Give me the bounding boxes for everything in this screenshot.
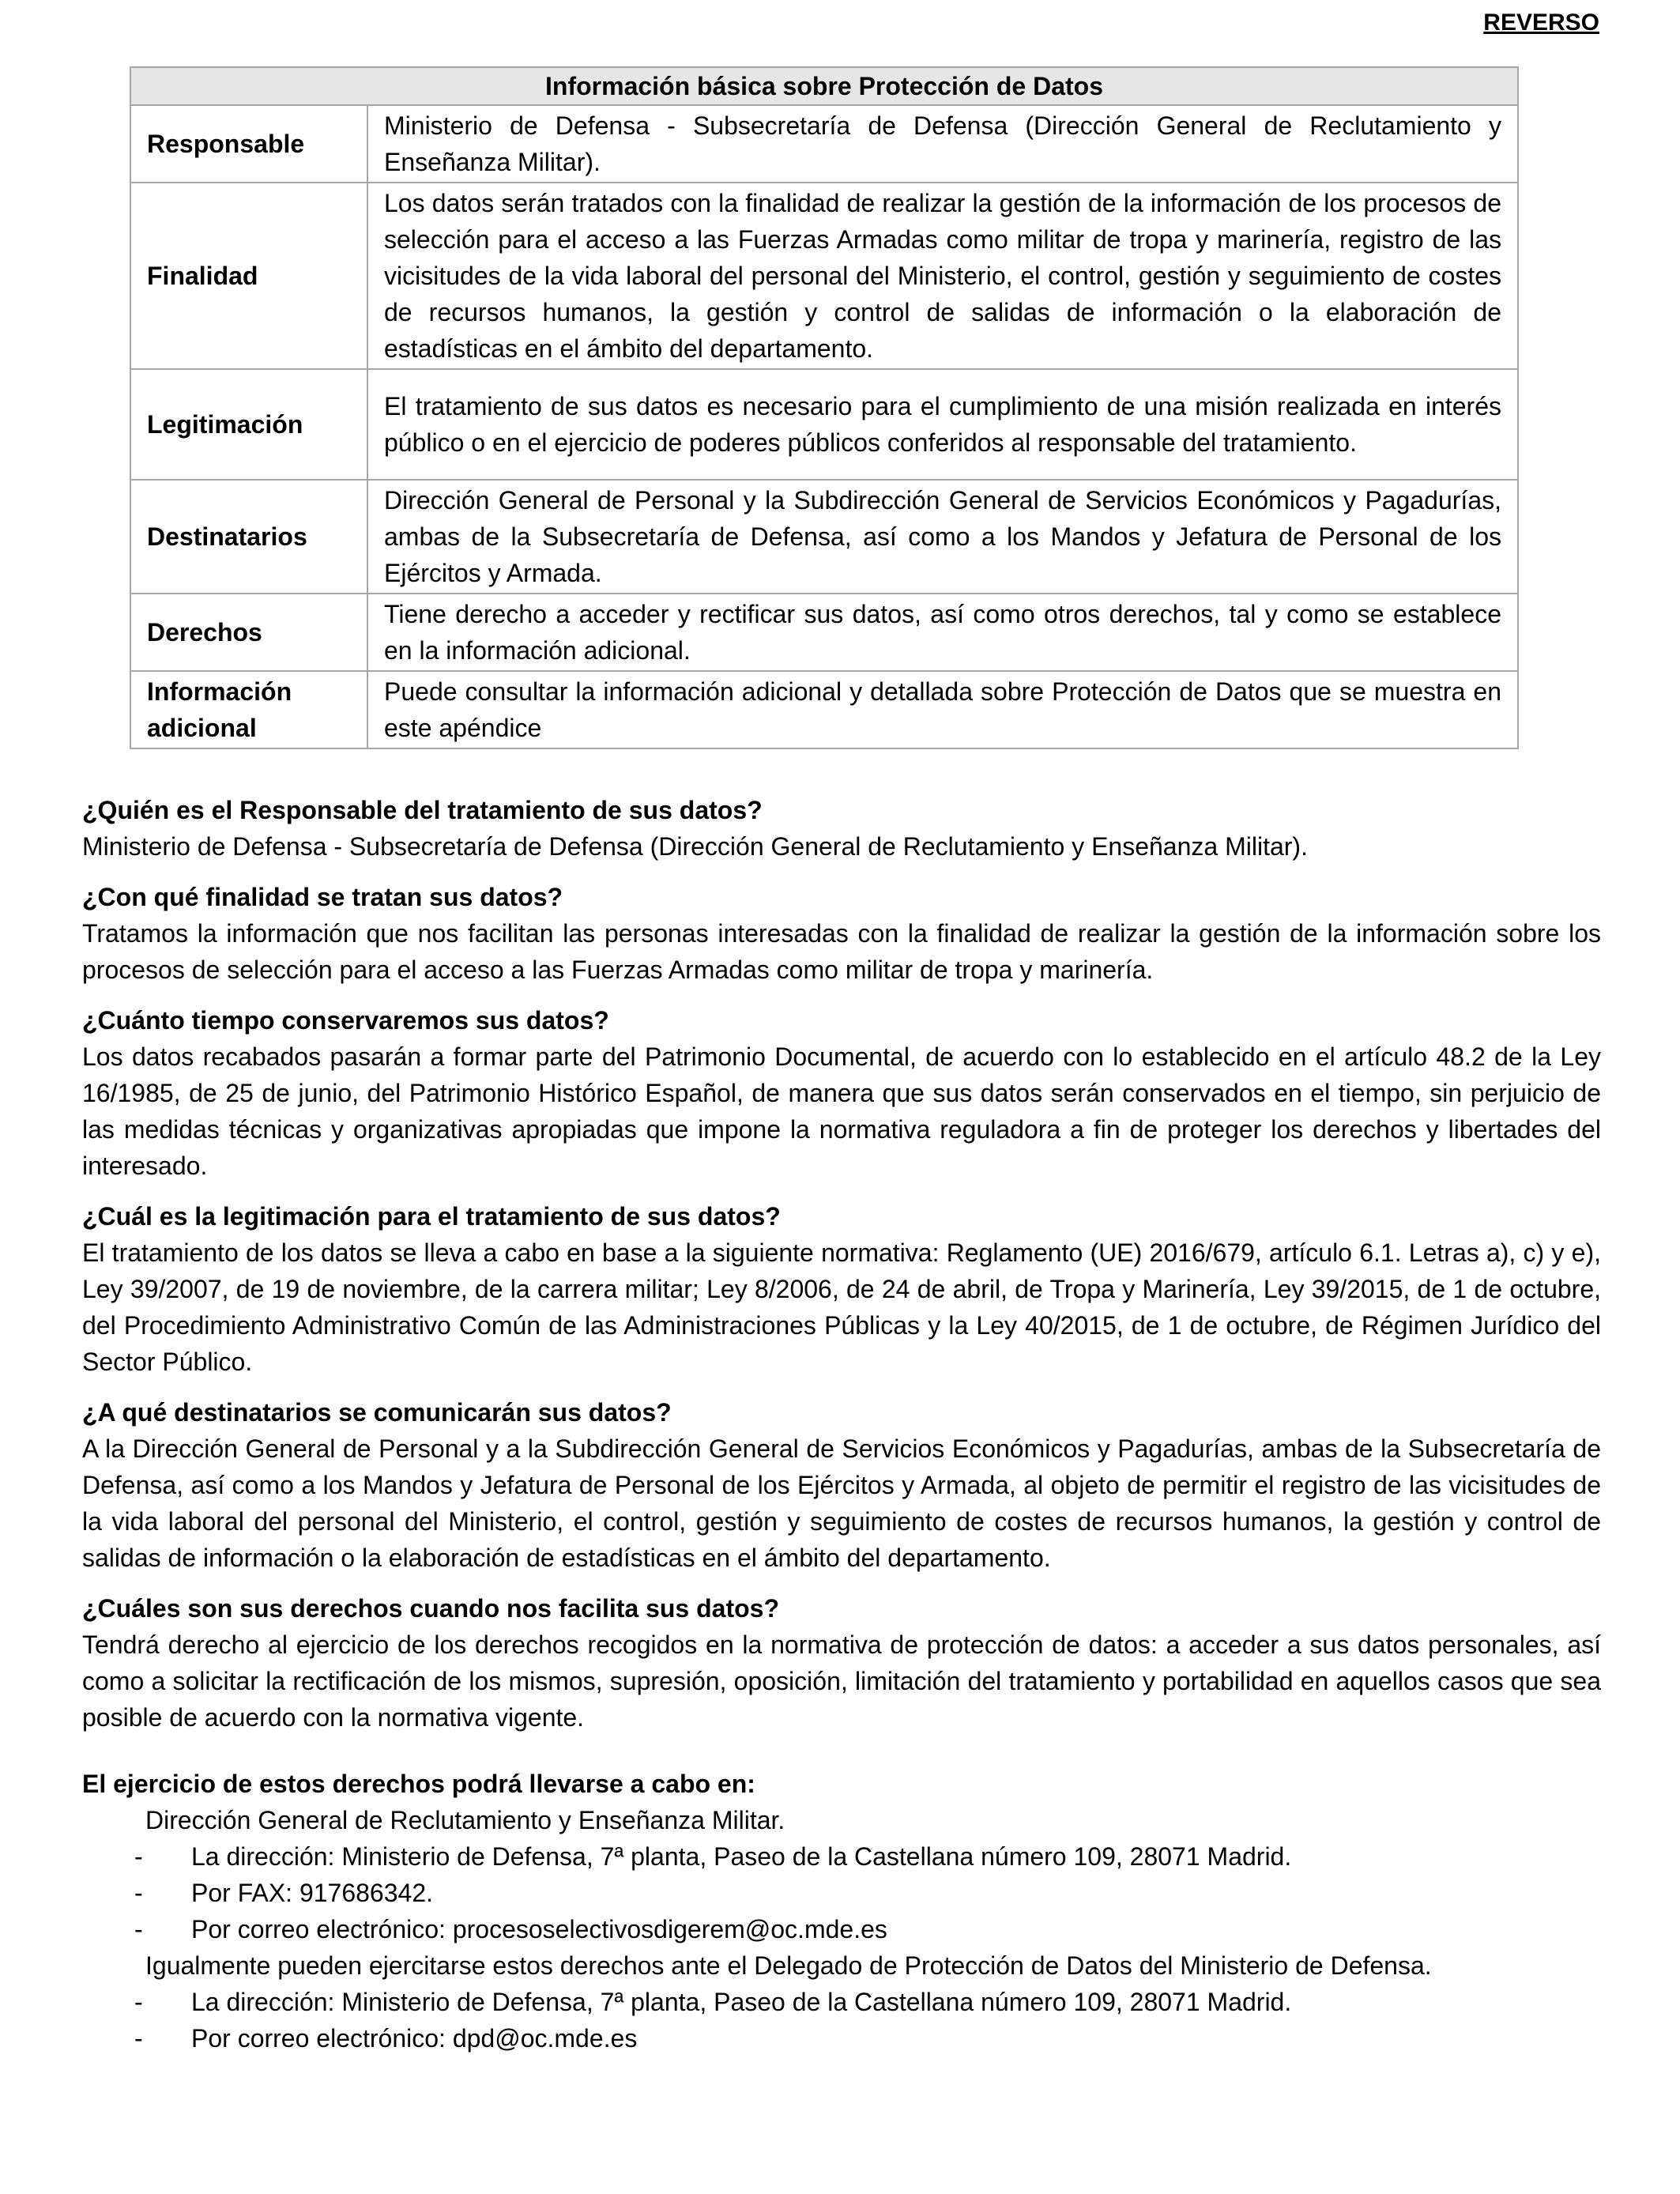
row-content: Tiene derecho a acceder y rectificar sus datos, así como otros derechos, tal y como se establece en la información adicional. — [367, 594, 1518, 671]
section-heading: ¿Cuáles son sus derechos cuando nos facilita sus datos? — [82, 1594, 779, 1623]
row-label: Información adicional — [130, 671, 367, 748]
section-finalidad — [82, 879, 1601, 988]
dash-marker: - — [134, 1988, 143, 2016]
dash-marker: - — [134, 1842, 143, 1871]
list-item — [82, 1911, 1601, 1947]
table-title: Información básica sobre Protección de Datos — [130, 67, 1518, 105]
list-item — [82, 1838, 1601, 1875]
reverso-label: REVERSO — [1483, 9, 1599, 36]
table-row — [130, 480, 1518, 594]
section-destinatarios — [82, 1394, 1601, 1576]
row-content: Los datos serán tratados con la finalidad de realizar la gestión de la información de los procesos de selección para el acceso a las Fuerzas Armadas como militar de tropa y marinería, registro de las vicisitudes de la vida laboral del personal del Ministerio, el control, gestión y seguimiento de costes de recursos humanos, la gestión y control de salidas de información o la elaboración de estadísticas en el ámbito del departamento. — [367, 183, 1518, 369]
row-label: Legitimación — [130, 369, 367, 480]
contact-list — [82, 1984, 1601, 2056]
section-text: Tratamos la información que nos facilitan las personas interesadas con la finalidad de realizar la gestión de la información sobre los procesos de selección para el acceso a las Fuerzas Armadas como militar de tropa y marinería. — [82, 919, 1601, 984]
section-heading: ¿Con qué finalidad se tratan sus datos? — [82, 883, 563, 911]
data-protection-table — [130, 66, 1519, 749]
contact-address: La dirección: Ministerio de Defensa, 7ª planta, Paseo de la Castellana número 109, 28071 Madrid. — [191, 1988, 1292, 2016]
list-item — [82, 2020, 1601, 2056]
section-heading: ¿Cuánto tiempo conservaremos sus datos? — [82, 1006, 609, 1035]
table-row — [130, 369, 1518, 480]
table-row — [130, 594, 1518, 671]
section-derechos — [82, 1590, 1601, 1736]
section-text: El tratamiento de los datos se lleva a cabo en base a la siguiente normativa: Reglamento (UE) 2016/679, artículo 6.1. Letras a), c) y e), Ley 39/2007, de 19 de noviembre, de la carrera militar; Ley 8/2006, de 24 de abril, de Tropa y Marinería, Ley 39/2015, de 1 de octubre, del Procedimiento Administrativo Común de las Administraciones Públicas y la Ley 40/2015, de 1 de octubre, de Régimen Jurídico del Sector Público. — [82, 1238, 1601, 1376]
row-content: Dirección General de Personal y la Subdirección General de Servicios Económicos y Pagadurías, ambas de la Subsecretaría de Defensa, así como a los Mandos y Jefatura de Personal de los Ejércitos y Armada. — [367, 480, 1518, 594]
row-label: Derechos — [130, 594, 367, 671]
row-content: El tratamiento de sus datos es necesario para el cumplimiento de una misión realizada en interés público o en el ejercicio de poderes públicos conferidos al responsable del tratamiento. — [367, 369, 1518, 480]
contact-address: La dirección: Ministerio de Defensa, 7ª planta, Paseo de la Castellana número 109, 28071 Madrid. — [191, 1842, 1292, 1871]
list-item — [82, 1875, 1601, 1911]
section-responsable — [82, 792, 1601, 865]
list-item — [82, 1984, 1601, 2020]
section-heading: ¿Cuál es la legitimación para el tratamiento de sus datos? — [82, 1202, 781, 1231]
table-row — [130, 105, 1518, 183]
row-content: Ministerio de Defensa - Subsecretaría de Defensa (Dirección General de Reclutamiento y Enseñanza Militar). — [367, 105, 1518, 183]
section-text: A la Dirección General de Personal y a la Subdirección General de Servicios Económicos y Pagadurías, ambas de la Subsecretaría de Defensa, así como a los Mandos y Jefatura de Personal de los Ejércitos y Armada, al objeto de permitir el registro de las vicisitudes de la vida laboral del personal del Ministerio, el control, gestión y seguimiento de costes de recursos humanos, la gestión y control de salidas de información o la elaboración de estadísticas en el ámbito del departamento. — [82, 1434, 1601, 1572]
section-conservacion — [82, 1002, 1601, 1184]
exercise-heading: El ejercicio de estos derechos podrá llevarse a cabo en: — [82, 1770, 755, 1798]
org-name: Dirección General de Reclutamiento y Enseñanza Militar. — [145, 1806, 785, 1834]
row-label: Responsable — [130, 105, 367, 183]
dash-marker: - — [134, 2024, 143, 2053]
section-heading: ¿A qué destinatarios se comunicarán sus datos? — [82, 1398, 672, 1427]
contact-email: Por correo electrónico: procesoselectivosdigerem@oc.mde.es — [191, 1915, 887, 1943]
section-heading: ¿Quién es el Responsable del tratamiento de sus datos? — [82, 796, 763, 824]
contact-fax: Por FAX: 917686342. — [191, 1879, 433, 1907]
section-text: Ministerio de Defensa - Subsecretaría de Defensa (Dirección General de Reclutamiento y Enseñanza Militar). — [82, 832, 1308, 861]
dash-marker: - — [134, 1915, 143, 1943]
section-text: Tendrá derecho al ejercicio de los derechos recogidos en la normativa de protección de datos: a acceder a sus datos personales, así como a solicitar la rectificación de los mismos, supresión, oposición, limitación del tratamiento y portabilidad en aquellos casos que sea posible de acuerdo con la normativa vigente. — [82, 1630, 1601, 1732]
contact-email: Por correo electrónico: dpd@oc.mde.es — [191, 2024, 638, 2053]
contact-list — [82, 1838, 1601, 1947]
section-text: Los datos recabados pasarán a formar parte del Patrimonio Documental, de acuerdo con lo establecido en el artículo 48.2 de la Ley 16/1985, de 25 de junio, del Patrimonio Histórico Español, de manera que sus datos serán conservados en el tiempo, sin perjuicio de las medidas técnicas y organizativas apropiadas que impone la normativa reguladora a fin de proteger los derechos y libertades del interesado. — [82, 1042, 1601, 1180]
table-row — [130, 183, 1518, 369]
org-name: Igualmente pueden ejercitarse estos derechos ante el Delegado de Protección de Datos del Ministerio de Defensa. — [145, 1951, 1432, 1980]
dash-marker: - — [134, 1879, 143, 1907]
row-label: Destinatarios — [130, 480, 367, 594]
row-label: Finalidad — [130, 183, 367, 369]
table-row — [130, 671, 1518, 748]
row-content: Puede consultar la información adicional y detallada sobre Protección de Datos que se muestra en este apéndice — [367, 671, 1518, 748]
additional-information — [82, 792, 1601, 2056]
section-legitimacion — [82, 1198, 1601, 1380]
